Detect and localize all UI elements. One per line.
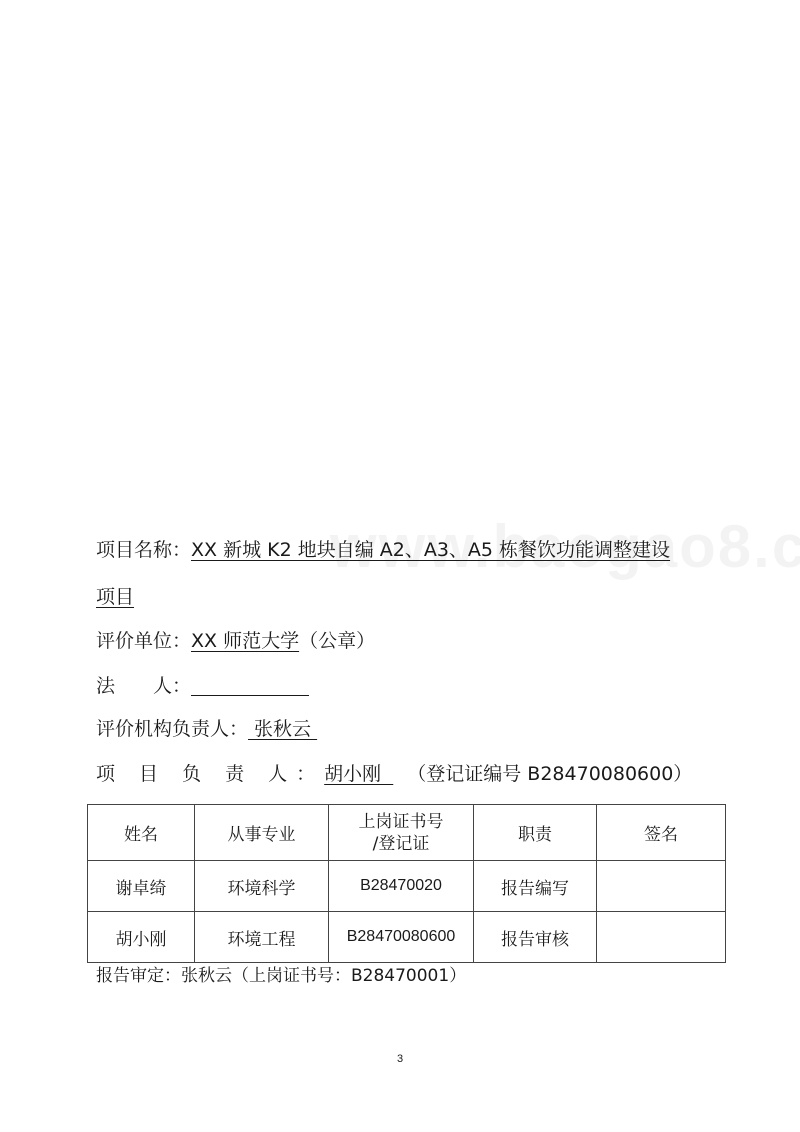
header-duty: 职责: [474, 805, 597, 861]
cell-duty: 报告编写: [474, 861, 597, 912]
project-name-value: XX 新城 K2 地块自编 A2、A3、A5 栋餐饮功能调整建设: [191, 539, 671, 561]
agency-head-line: [96, 720, 317, 739]
staff-table: [87, 804, 726, 963]
page-number: 3: [396, 1053, 404, 1065]
project-name-value-cont: 项目: [96, 586, 135, 608]
cell-certificate: B28470080600: [329, 912, 474, 963]
cell-specialty: 环境工程: [195, 912, 329, 963]
project-head-value: 胡小刚: [324, 763, 394, 785]
header-signature: 签名: [597, 805, 726, 861]
project-head-line: [96, 765, 692, 784]
table-row: [88, 912, 726, 963]
cell-signature: [597, 912, 726, 963]
evaluation-unit-line: [96, 632, 375, 651]
official-seal-note: （公章）: [299, 630, 376, 652]
cell-specialty: 环境科学: [195, 861, 329, 912]
header-certificate-line2: /登记证: [372, 833, 430, 854]
project-name-line: [96, 541, 670, 560]
evaluation-unit-value: XX 师范大学: [191, 630, 300, 652]
cell-name: 谢卓绮: [88, 861, 195, 912]
header-certificate-line1: 上岗证书号: [358, 811, 444, 832]
agency-head-label: 评价机构负责人：: [96, 718, 249, 740]
cell-name: 胡小刚: [88, 912, 195, 963]
cell-signature: [597, 861, 726, 912]
header-name: 姓名: [88, 805, 195, 861]
project-head-label: 项 目 负 责 人：: [96, 763, 325, 785]
agency-head-value: 张秋云: [248, 718, 318, 740]
legal-person-blank: [191, 677, 309, 696]
table-row: [88, 861, 726, 912]
evaluation-unit-label: 评价单位：: [96, 630, 192, 652]
header-certificate: [329, 805, 474, 861]
legal-person-label: 法 人：: [96, 675, 192, 697]
cell-duty: 报告审核: [474, 912, 597, 963]
header-specialty: 从事专业: [195, 805, 329, 861]
project-name-label: 项目名称：: [96, 539, 192, 561]
cell-certificate: B28470020: [329, 861, 474, 912]
table-header-row: [88, 805, 726, 861]
project-name-line2: [96, 588, 134, 607]
registration-number: （登记证编号 B28470080600）: [407, 763, 693, 785]
legal-person-line: [96, 677, 309, 696]
report-review-line: 报告审定：张秋云（上岗证书号：B28470001）: [96, 966, 467, 986]
